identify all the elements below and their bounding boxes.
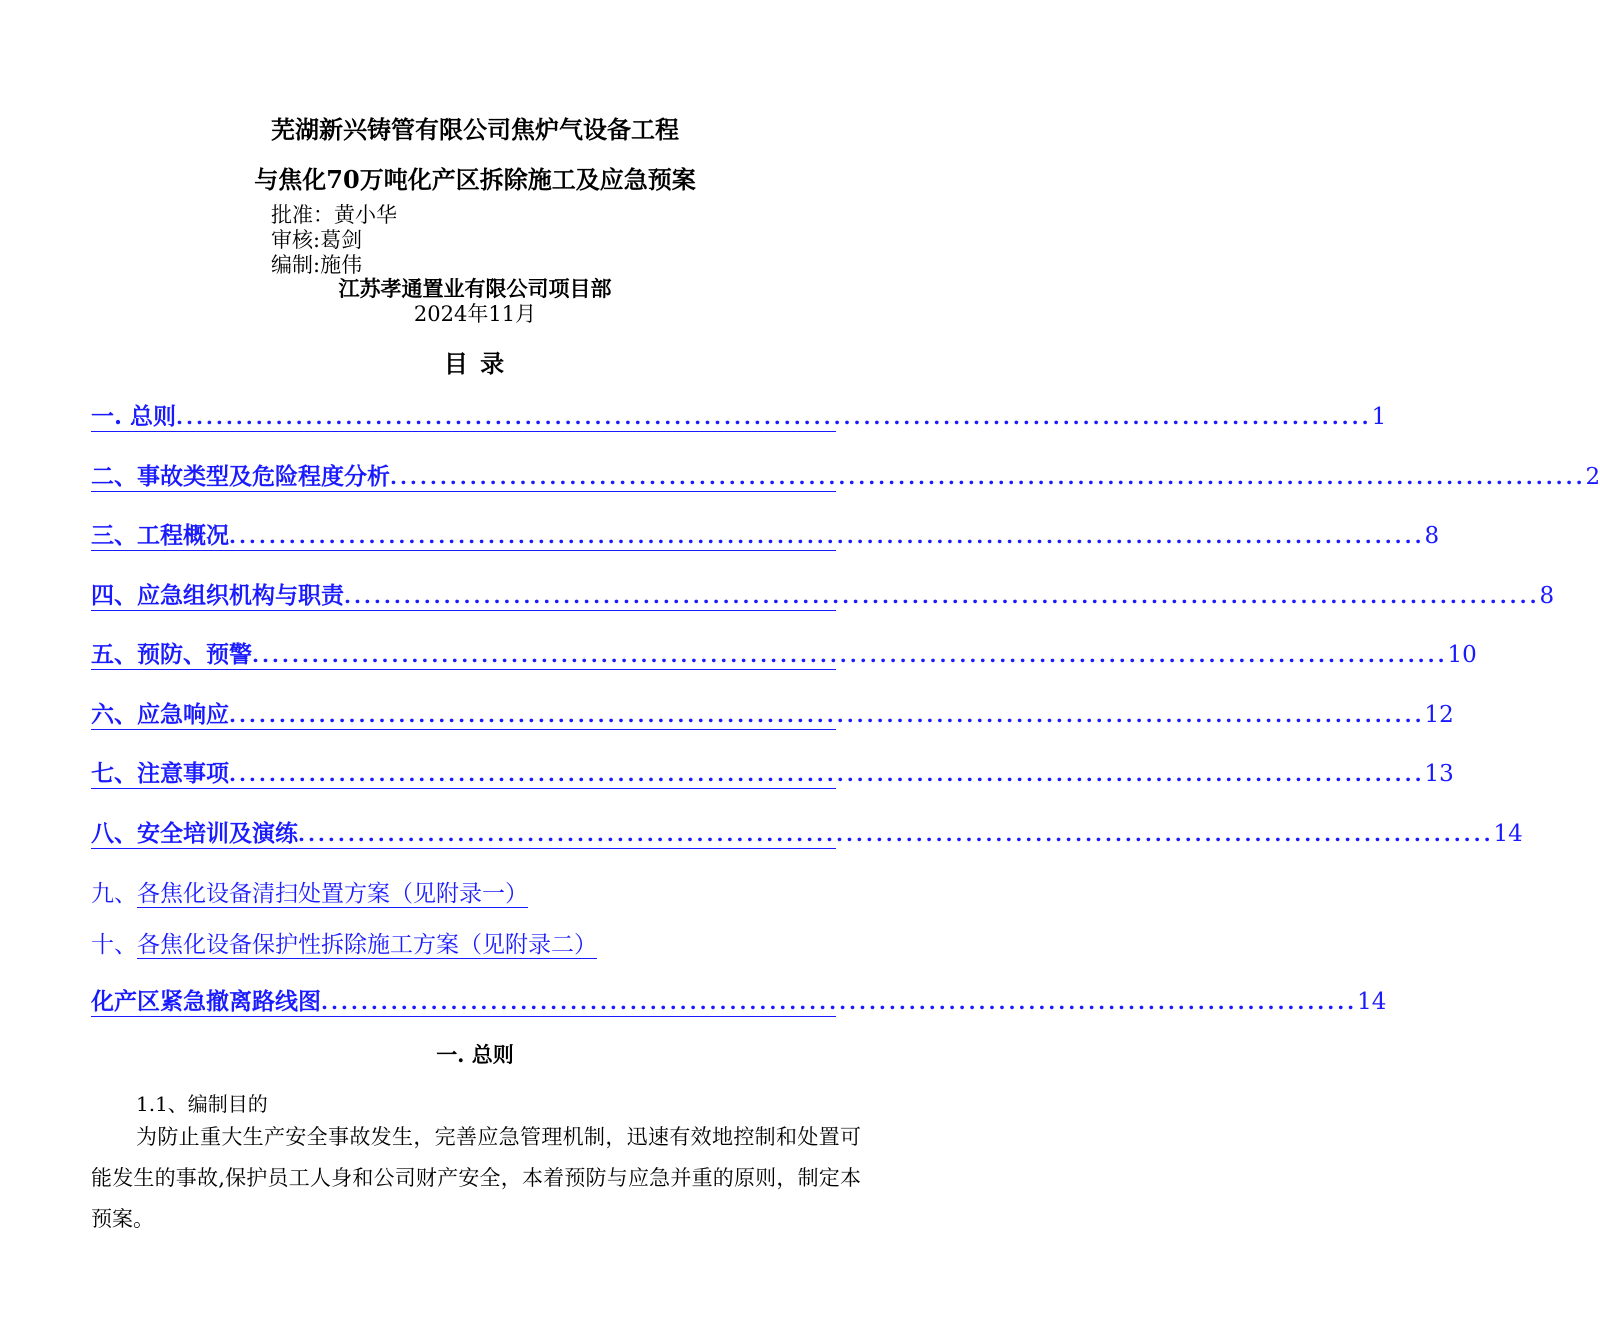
toc-leader-dots: ........................................................................................................................ [298,822,1494,846]
toc-entry-prefix: 十、 [91,932,137,958]
toc-leader-dots: ........................................................................................................................ [229,703,1425,727]
toc-leader-dots: ........................................................................................................................ [344,584,1540,608]
reviewer: 审核:葛剑 [271,228,363,252]
document-title-line2: 与焦化70万吨化产区拆除施工及应急预案 [254,165,696,194]
toc-entry-page: 14 [1493,821,1523,847]
toc-entry-title: 三、工程概况 [91,522,229,549]
toc-entry-page: 14 [1357,989,1387,1015]
subsection-heading: 1.1、编制目的 [136,1092,268,1116]
toc-entry-page: 12 [1424,702,1454,728]
toc-entry-title: 一. 总则 [91,403,177,430]
toc-entry[interactable] [91,701,1454,730]
toc-entry-title: 二、事故类型及危险程度分析 [91,463,390,490]
toc-entry[interactable] [91,582,1555,611]
toc-entry[interactable] [91,760,1454,789]
toc-entry-link[interactable]: 各焦化设备清扫处置方案（见附录一） [137,881,528,907]
toc-entry-link[interactable]: 各焦化设备保护性拆除施工方案（见附录二） [137,932,597,958]
toc-entry-appendix-2[interactable] [91,931,597,959]
toc-entry-page: 13 [1424,761,1454,787]
section-heading: 一. 总则 [436,1042,514,1067]
toc-entry[interactable] [91,463,1600,492]
toc-entry[interactable] [91,820,1523,849]
toc-entry-page: 8 [1424,523,1440,549]
document-date: 2024年11月 [413,302,537,326]
toc-entry-page: 2 [1585,464,1600,490]
body-paragraph: 为防止重大生产安全事故发生，完善应急管理机制，迅速有效地控制和处置可能发生的事故,保护员工人身和公司财产安全，本着预防与应急并重的原则，制定本预案。 [91,1125,861,1231]
toc-entry[interactable] [91,522,1440,551]
toc-entry-title: 五、预防、预警 [91,641,252,668]
toc-leader-dots: ........................................................................................................................ [229,524,1425,548]
company-name: 江苏孝通置业有限公司项目部 [338,276,612,301]
toc-leader-dots: ........................................................................................................................ [229,762,1425,786]
toc-entry-title: 六、应急响应 [91,701,229,728]
toc-entry-title: 七、注意事项 [91,760,229,787]
toc-heading: 目 录 [443,349,507,378]
toc-entry[interactable] [91,641,1477,670]
toc-leader-dots: ........................................................................................................................ [390,465,1586,489]
toc-entry-title: 四、应急组织机构与职责 [91,582,344,609]
toc-entry[interactable] [91,403,1387,432]
toc-entry-appendix-1[interactable] [91,880,528,908]
toc-entry-page: 8 [1539,583,1555,609]
document-title-line1: 芜湖新兴铸管有限公司焦炉气设备工程 [271,115,679,144]
toc-entry-title: 化产区紧急撤离路线图 [91,988,321,1015]
approver: 批准：黄小华 [271,203,397,227]
toc-entry-evacuation-map[interactable] [91,988,1387,1017]
author: 编制:施伟 [271,253,363,277]
toc-entry-page: 1 [1371,404,1387,430]
toc-leader-dots: ........................................................................................................ [321,990,1358,1014]
toc-entry-prefix: 九、 [91,881,137,907]
toc-entry-page: 10 [1447,642,1477,668]
toc-leader-dots: ........................................................................................................................ [252,643,1448,667]
toc-leader-dots: ........................................................................................................................ [176,405,1372,429]
toc-entry-title: 八、安全培训及演练 [91,820,298,847]
